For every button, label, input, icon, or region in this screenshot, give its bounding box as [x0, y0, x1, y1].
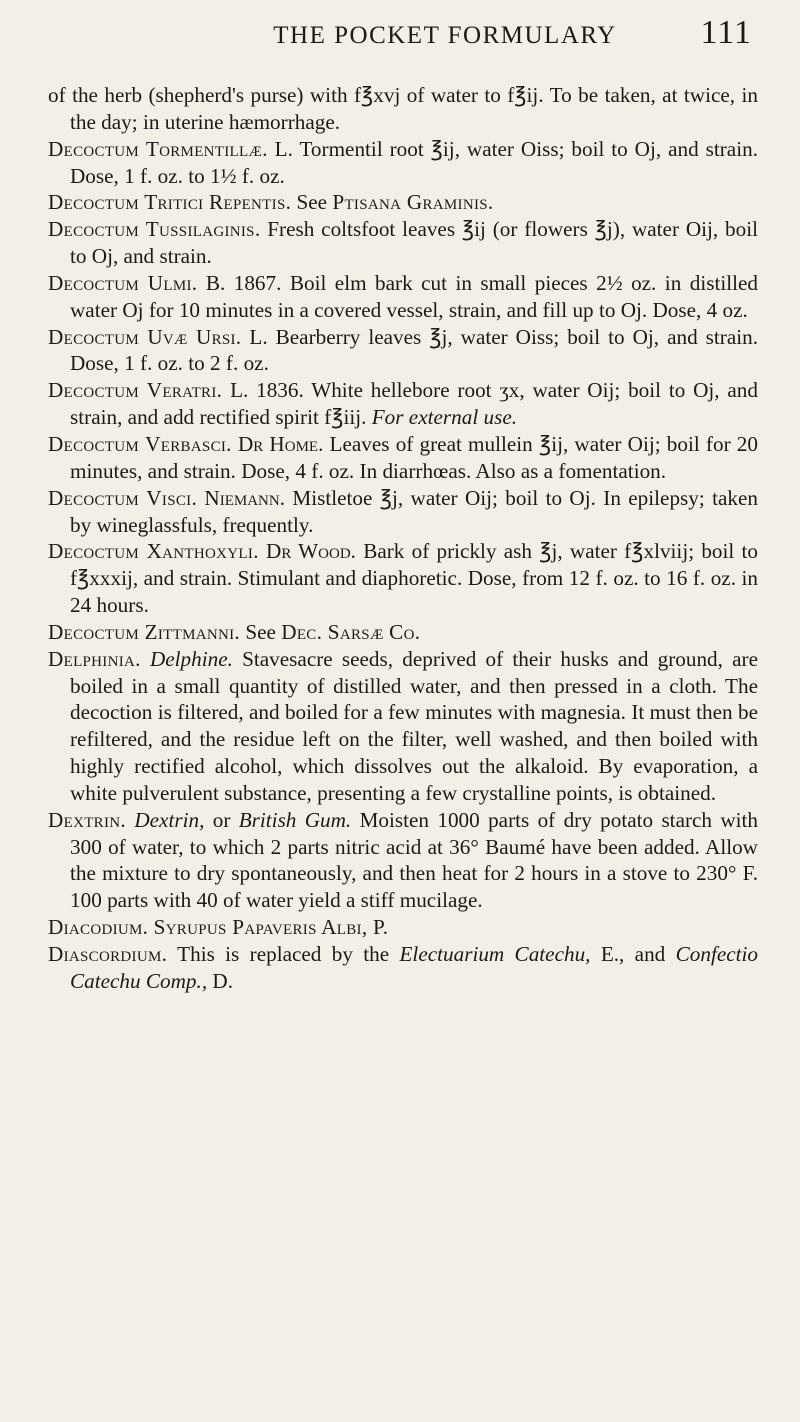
- entry-text: White hellebore root ʒx, water Oij; boil to Oj, and strain, and add rectified spirit f℥iij.: [70, 378, 758, 430]
- entry-synonym-2: British Gum.: [238, 807, 352, 832]
- entry-decoctum-veratri: [48, 377, 758, 431]
- page-number: 111: [700, 14, 752, 51]
- entry-text: See: [296, 190, 328, 215]
- entry-authority: L.: [249, 324, 268, 349]
- entry-continuation: [48, 82, 758, 136]
- entry-delphinia: [48, 646, 758, 807]
- entry-decoctum-verbasci: [48, 431, 758, 485]
- entry-text-end: D.: [212, 968, 234, 993]
- entry-text: This is replaced by the: [177, 942, 390, 966]
- entry-conjunction: or: [212, 807, 231, 832]
- entry-diascordium: [48, 941, 758, 995]
- entry-headword: Decoctum Tritici Repentis.: [48, 190, 292, 215]
- entry-decoctum-xanthoxyli: [48, 538, 758, 619]
- formulary-entries: [48, 82, 758, 995]
- entry-headword: Decoctum Verbasci.: [48, 431, 232, 456]
- entry-dextrin: [48, 807, 758, 914]
- entry-note: For external use.: [371, 405, 518, 430]
- entry-text: Bark of prickly ash ℥j, water f℥xlviij; boil to f℥xxxij, and strain. Stimulant and diaphoretic. Dose, from 12 f. oz. to 16 f. oz. in 24 hours.: [70, 539, 759, 618]
- entry-cross-reference: Syrupus Papaveris Albi, P.: [153, 915, 389, 940]
- entry-authority: Dr Wood.: [266, 539, 356, 564]
- entry-authority: B. 1867.: [205, 270, 282, 295]
- entry-headword: Delphinia.: [48, 646, 141, 671]
- entry-decoctum-zittmanni: [48, 619, 758, 646]
- entry-cross-reference: Ptisana Graminis.: [332, 190, 494, 215]
- entry-text: See: [245, 619, 276, 644]
- entry-text: Stavesacre seeds, deprived of their husks and ground, are boiled in a small quantity of distilled water, and then pressed in a cloth. The decoction is filtered, and boiled for a few minutes with magnesia. It must then be refiltered, and the residue left on the filter, well washed, and then boiled with highly rectified alcohol, which dissolves out the alkaloid. By evaporation, a white pulverulent substance, presenting a few crystalline points, is obtained.: [70, 646, 758, 805]
- entry-text: Mistletoe ℥j, water Oij; boil to Oj. In epilepsy; taken by wineglassfuls, frequently.: [70, 485, 759, 537]
- entry-synonym: Dextrin,: [134, 807, 205, 832]
- entry-headword: Dextrin.: [48, 807, 126, 832]
- entry-decoctum-ulmi: [48, 270, 758, 324]
- entry-text: Tormentil root ℥ij, water Oiss; boil to Oj, and strain. Dose, 1 f. oz. to 1½ f. oz.: [70, 136, 758, 188]
- entry-cross-reference: Dec. Sarsæ Co.: [281, 619, 421, 644]
- entry-headword: Decoctum Visci.: [48, 485, 198, 510]
- entry-authority: Dr Home.: [237, 431, 324, 456]
- entry-text: Fresh coltsfoot leaves ℥ij (or flowers ℥j), water Oij, boil to Oj, and strain.: [70, 217, 758, 269]
- entry-headword: Diascordium.: [48, 942, 168, 966]
- entry-headword: Decoctum Xanthoxyli.: [48, 539, 259, 564]
- entry-authority: L. 1836.: [230, 378, 304, 403]
- entry-decoctum-tormentillae: [48, 136, 758, 190]
- entry-headword: Decoctum Zittmanni.: [48, 619, 241, 644]
- entry-headword: Decoctum Ulmi.: [48, 270, 198, 295]
- entry-text: of the herb (shepherd's purse) with f℥xvj of water to f℥ij. To be taken, at twice, in the day; in uterine hæmorrhage.: [48, 83, 758, 134]
- running-title: THE POCKET FORMULARY: [273, 22, 617, 49]
- entry-text: Leaves of great mullein ℥ij, water Oij; boil for 20 minutes, and strain. Dose, 4 f. oz. In diarrhœas. Also as a fomentation.: [70, 431, 758, 483]
- entry-headword: Decoctum Veratri.: [48, 378, 223, 403]
- entry-reference-1: Electuarium Catechu,: [399, 942, 591, 966]
- entry-diacodium: [48, 914, 758, 941]
- entry-decoctum-tussilaginis: [48, 216, 758, 270]
- entry-headword: Decoctum Tormentillæ.: [48, 136, 268, 161]
- entry-authority: L.: [274, 136, 293, 161]
- entry-headword: Decoctum Tussilaginis.: [48, 217, 261, 242]
- entry-text: Bearberry leaves ℥j, water Oiss; boil to Oj, and strain. Dose, 1 f. oz. to 2 f. oz.: [70, 324, 759, 376]
- entry-authority: Niemann.: [204, 485, 286, 510]
- entry-text: Moisten 1000 parts of dry potato starch with 300 of water, to which 2 parts nitric acid at 36° Baumé have been added. Allow the mixture to dry spontaneously, and then heat for 2 hours in a stove to 230° F. 100 parts with 40 of water yield a stiff mucilage.: [70, 807, 759, 913]
- entry-reference-2: Confectio Catechu Comp.,: [70, 942, 759, 993]
- entry-headword: Decoctum Uvæ Ursi.: [48, 324, 242, 349]
- entry-decoctum-tritici-repentis: [48, 189, 758, 216]
- entry-decoctum-visci: [48, 485, 758, 539]
- entry-text: Boil elm bark cut in small pieces 2½ oz. in distilled water Oj for 10 minutes in a covered vessel, strain, and fill up to Oj. Dose, 4 oz.: [70, 270, 759, 322]
- entry-decoctum-uvae-ursi: [48, 324, 758, 378]
- entry-headword: Diacodium.: [48, 915, 149, 940]
- entry-text-middle: E., and: [600, 942, 666, 966]
- entry-synonym: Delphine.: [149, 646, 233, 671]
